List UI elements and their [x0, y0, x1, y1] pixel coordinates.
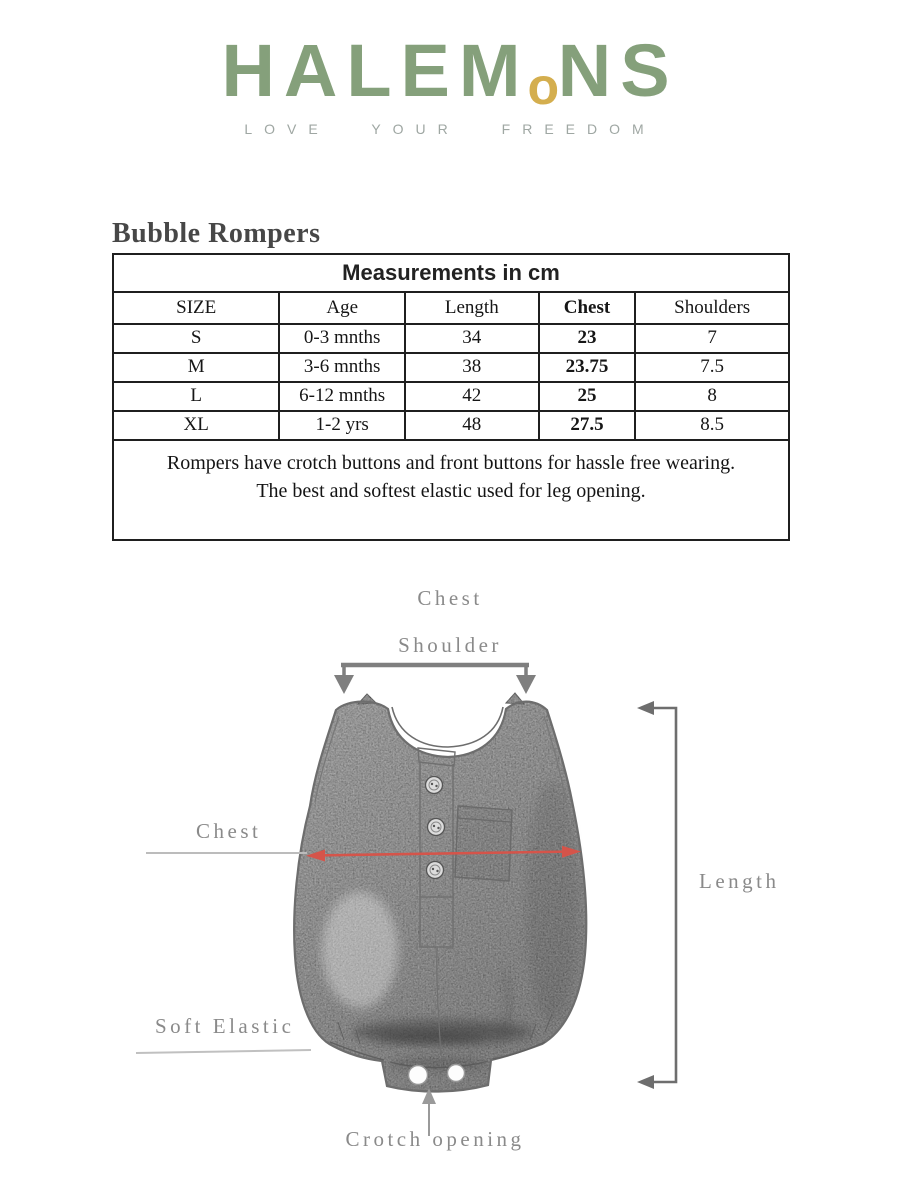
chest-pocket — [455, 806, 512, 881]
label-chest-top: Chest — [417, 586, 483, 610]
cell-age: 6-12 mnths — [279, 382, 405, 411]
length-measure-bracket — [637, 701, 676, 1089]
cell-age: 3-6 mnths — [279, 353, 405, 382]
label-length: Length — [699, 869, 780, 893]
cell-length: 42 — [405, 382, 539, 411]
label-chest-left: Chest — [196, 819, 262, 843]
wordmark-right: NS — [557, 29, 679, 112]
table-header-row — [113, 292, 789, 324]
neckband — [392, 707, 503, 747]
note-line-1: Rompers have crotch buttons and front buttons for hassle free wearing. — [166, 452, 736, 474]
crotch-snap — [409, 1066, 428, 1085]
page-title: Bubble Rompers — [112, 218, 321, 249]
cell-shoulders: 7 — [635, 324, 789, 353]
cell-chest: 23 — [539, 324, 636, 353]
cell-size: S — [113, 324, 279, 353]
romper-button — [428, 819, 445, 836]
cell-chest: 23.75 — [539, 353, 636, 382]
table-row-m — [113, 353, 789, 382]
table-title: Measurements in cm — [113, 254, 789, 292]
cell-age: 1-2 yrs — [279, 411, 405, 440]
size-table — [112, 253, 790, 541]
crotch-flap — [388, 1058, 488, 1085]
col-header-shoulders: Shoulders — [635, 292, 789, 324]
soft-elastic-pointer-line — [136, 1050, 311, 1053]
wordmark-gold-o: o — [527, 57, 569, 116]
cell-chest: 25 — [539, 382, 636, 411]
brand-wordmark — [0, 29, 900, 116]
romper-body — [294, 702, 586, 1092]
label-crotch-opening: Crotch opening — [345, 1127, 525, 1151]
shoulder-measure-arrow — [334, 665, 536, 694]
cell-size: L — [113, 382, 279, 411]
cell-length: 34 — [405, 324, 539, 353]
cell-age: 0-3 mnths — [279, 324, 405, 353]
chest-measure-arrow-red — [306, 846, 581, 862]
table-row-l — [113, 382, 789, 411]
cell-size: XL — [113, 411, 279, 440]
label-soft-elastic: Soft Elastic — [155, 1014, 295, 1038]
cell-shoulders: 8 — [635, 382, 789, 411]
button-placket — [418, 748, 455, 947]
cell-chest: 27.5 — [539, 411, 636, 440]
col-header-chest: Chest — [539, 292, 636, 324]
romper-button — [427, 862, 444, 879]
crotch-snap — [448, 1065, 465, 1082]
measurements-section — [112, 218, 790, 541]
romper-illustration — [294, 693, 586, 1092]
col-header-size: SIZE — [113, 292, 279, 324]
table-notes-row — [113, 440, 789, 540]
cell-length: 48 — [405, 411, 539, 440]
wordmark-left: HALEM — [221, 29, 530, 112]
table-row-s — [113, 324, 789, 353]
col-header-length: Length — [405, 292, 539, 324]
front-buttons — [426, 777, 445, 879]
table-row-xl — [113, 411, 789, 440]
cell-shoulders: 8.5 — [635, 411, 789, 440]
brand-tagline: LOVE YOUR FREEDOM — [244, 121, 656, 137]
cell-size: M — [113, 353, 279, 382]
label-shoulder: Shoulder — [398, 633, 502, 657]
brand-logo — [0, 29, 900, 137]
cell-length: 38 — [405, 353, 539, 382]
note-line-2: The best and softest elastic used for leg opening. — [256, 479, 646, 502]
table-title-row — [113, 254, 789, 292]
cell-shoulders: 7.5 — [635, 353, 789, 382]
table-notes — [113, 440, 789, 540]
romper-button — [426, 777, 443, 794]
col-header-age: Age — [279, 292, 405, 324]
